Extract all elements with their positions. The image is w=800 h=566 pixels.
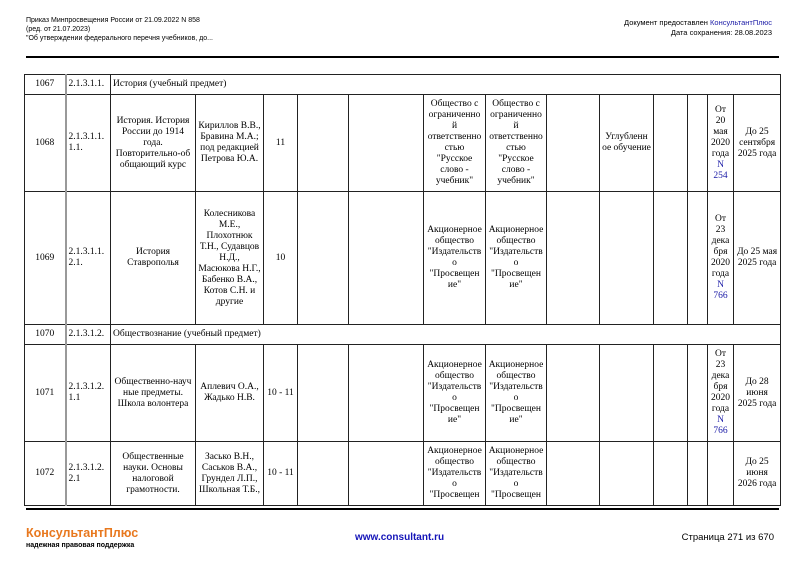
row-number: 1069 [25,192,66,325]
header-divider [26,56,779,58]
page-number: Страница 271 из 670 [681,532,774,543]
save-date: Дата сохранения: 28.08.2023 [670,28,772,37]
header-revision: (ред. от 21.07.2023) [26,26,91,33]
publisher: Акционерное общество "Издательств о "Просвещен [424,442,486,506]
table-row [25,95,781,192]
empty-cell [600,442,654,506]
order-link[interactable]: N 766 [713,280,728,301]
empty-cell [349,345,424,442]
row-code: 2.1.3.1.1. 2.1. [66,192,111,325]
footer-divider [26,508,779,510]
empty-cell [547,442,600,506]
empty-cell [654,345,688,442]
grade: 10 - 11 [264,345,298,442]
section-title: История (учебный предмет) [111,75,781,95]
table-row [25,325,781,345]
order-date-text: От 20 мая 2020 года [711,104,730,159]
empty-cell [654,95,688,192]
row-code: 2.1.3.1.1. [66,75,111,95]
empty-cell [349,192,424,325]
empty-cell [349,442,424,506]
logo-tagline: надежная правовая поддержка [26,542,135,549]
textbook-name: Общественные науки. Основы налоговой грамотности. [111,442,196,506]
order-date [708,95,734,192]
empty-cell [547,192,600,325]
grade: 10 - 11 [264,442,298,506]
order-date [708,345,734,442]
order-date-text: От 23 дека бря 2020 года [711,349,730,414]
empty-cell [654,192,688,325]
row-number: 1071 [25,345,66,442]
empty-cell [600,192,654,325]
publisher: Акционерное общество "Издательств о "Просвещен ие" [424,345,486,442]
publisher: Акционерное общество "Издательств о "Просвещен ие" [424,192,486,325]
provided-by-brand-link[interactable]: КонсультантПлюс [710,18,772,27]
valid-until: До 25 мая 2025 года [734,192,781,325]
authors: Кириллов В.В., Бравина М.А.; под редакцией Петрова Ю.А. [196,95,264,192]
valid-until: До 25 сентября 2025 года [734,95,781,192]
authors: Колесникова М.Е., Плохотнюк Т.Н., Судавцов Н.Д., Масюкова Н.Г., Бабенко В.А., Котов С.Н. и другие [196,192,264,325]
table-row [25,345,781,442]
header-order-title: Приказ Минпросвещения России от 21.09.2022 N 858 [26,17,200,24]
provided-by-label: Документ предоставлен [624,18,711,27]
empty-cell [547,345,600,442]
textbook-name: Общественно-науч ные предметы. Школа волонтера [111,345,196,442]
row-number: 1068 [25,95,66,192]
empty-cell [688,442,708,506]
empty-cell [547,95,600,192]
empty-cell [600,345,654,442]
footer-logo [26,526,138,549]
document-header-left [26,16,213,43]
authors: Засько В.Н., Саськов В.А., Грундел Л.П., Школьная Т.Б., [196,442,264,506]
table-row [25,75,781,95]
publisher-rights: Акционерное общество "Издательств о "Просвещен ие" [486,345,547,442]
order-link[interactable]: N 766 [713,415,728,436]
valid-until: До 25 июня 2026 года [734,442,781,506]
empty-cell [349,95,424,192]
empty-cell [708,442,734,506]
empty-cell [688,192,708,325]
publisher-rights: Акционерное общество "Издательств о "Просвещен [486,442,547,506]
publisher-rights: Акционерное общество "Издательств о "Просвещен ие" [486,192,547,325]
row-number: 1067 [25,75,66,95]
order-date [708,192,734,325]
empty-cell [298,345,349,442]
authors: Аплевич О.А., Жадько Н.В. [196,345,264,442]
valid-until: До 28 июня 2025 года [734,345,781,442]
publisher: Общество с ограниченно й ответственно стью "Русское слово - учебник" [424,95,486,192]
row-number: 1070 [25,325,66,345]
empty-cell [298,192,349,325]
row-code: 2.1.3.1.2. 1.1 [66,345,111,442]
empty-cell [298,442,349,506]
section-title: Обществознание (учебный предмет) [111,325,781,345]
textbook-name: История. История России до 1914 года. Повторительно-об общающий курс [111,95,196,192]
row-code: 2.1.3.1.2. [66,325,111,345]
study-level: Углубленн ое обучение [600,95,654,192]
row-code: 2.1.3.1.2. 2.1 [66,442,111,506]
publisher-rights: Общество с ограниченно й ответственно стью "Русское слово - учебник" [486,95,547,192]
website-link[interactable]: www.consultant.ru [355,532,445,543]
table-row [25,442,781,506]
row-code: 2.1.3.1.1. 1.1. [66,95,111,192]
empty-cell [654,442,688,506]
empty-cell [688,345,708,442]
empty-cell [688,95,708,192]
order-link[interactable]: N 254 [713,159,728,181]
header-subject: "Об утверждении федерального перечня учебников, до... [26,35,213,42]
empty-cell [298,95,349,192]
table-row [25,192,781,325]
row-number: 1072 [25,442,66,506]
grade: 11 [264,95,298,192]
textbook-table [24,74,781,506]
grade: 10 [264,192,298,325]
consultant-logo: КонсультантПлюс [26,526,139,540]
document-header-right [624,18,772,38]
order-date-text: От 23 дека бря 2020 года [711,214,730,279]
textbook-name: История Ставрополья [111,192,196,325]
